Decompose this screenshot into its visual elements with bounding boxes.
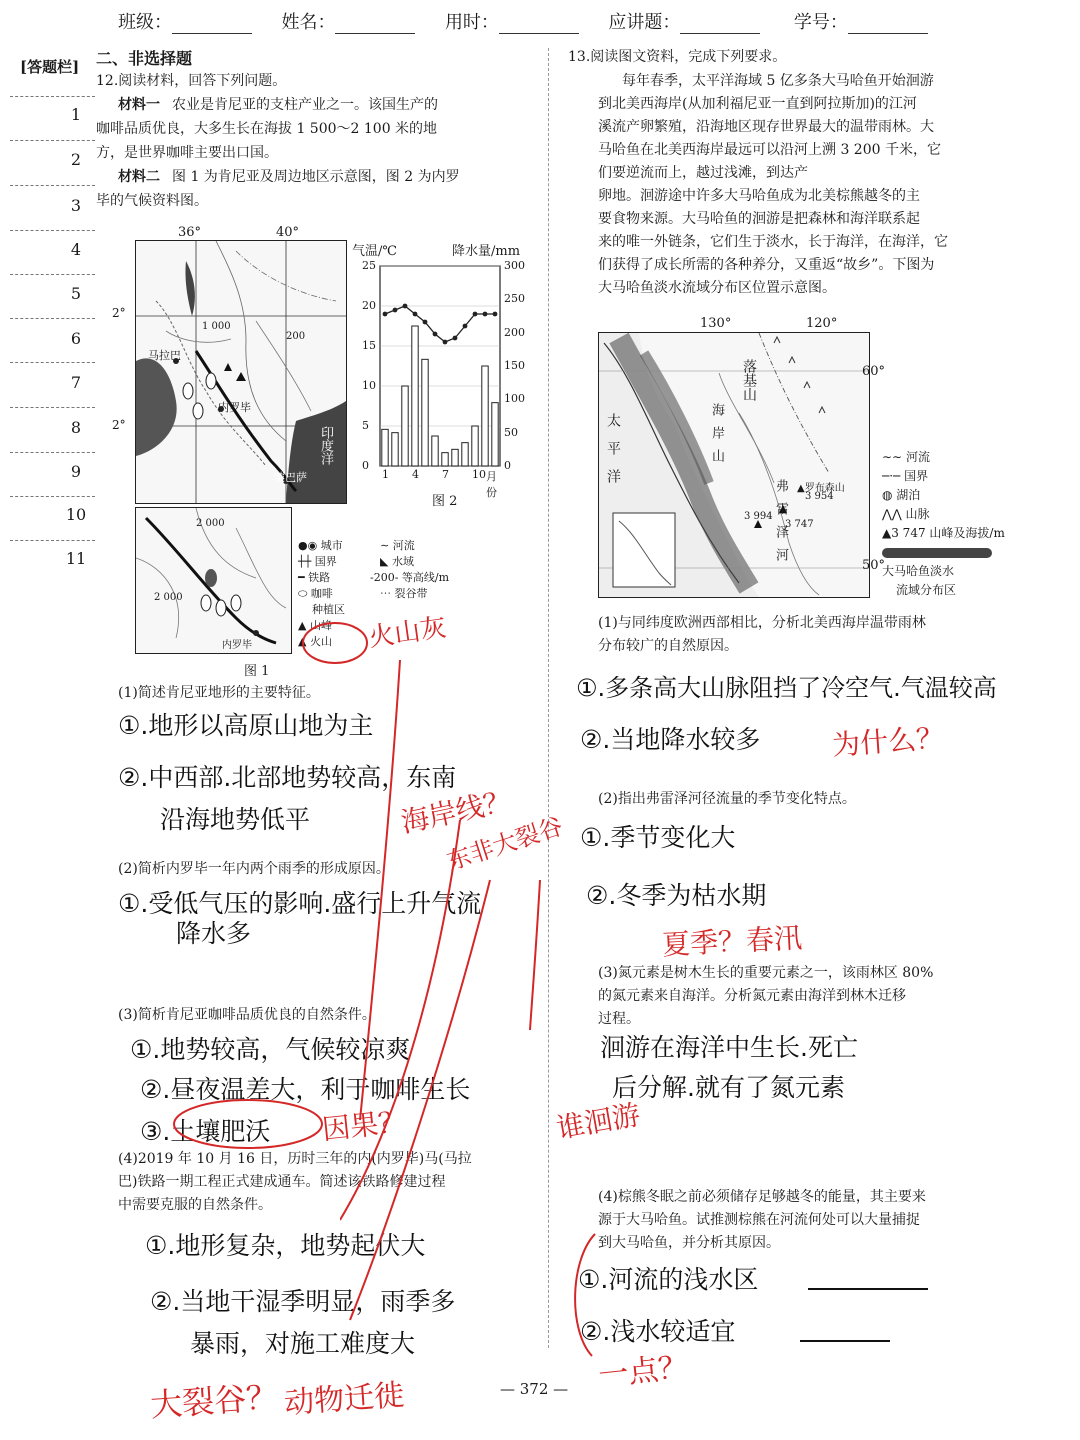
q13-paragraph-5: 们要逆流而上，越过浅滩，到达产 <box>598 165 808 181</box>
legend-mountain: 山峰 <box>309 619 332 632</box>
q13-2: (2)指出弗雷泽河径流量的季节变化特点。 <box>598 791 856 807</box>
answer-12-1-line2: ②.中西部.北部地势较高，东南 <box>118 763 457 792</box>
answer-12-4-line2: ②.当地干湿季明显，雨季多 <box>150 1287 456 1316</box>
legend2-lake-icon: ◍ <box>882 488 897 502</box>
divider <box>10 140 95 141</box>
legend-railway-icon: ━ <box>298 571 309 584</box>
precip-bar <box>472 426 478 466</box>
legend2-mountain-icon: ⋀⋀ <box>882 507 906 521</box>
legend-city: 城市 <box>320 539 343 552</box>
answer-column-title: [答题栏] <box>20 58 80 76</box>
red-note-rift-2: 大裂谷？ <box>148 1377 280 1425</box>
legend-row-4 <box>298 586 333 602</box>
q12-title: 12.阅读材料，回答下列问题。 <box>96 73 287 89</box>
month-unit-label: 月份 <box>486 470 497 499</box>
material-1-line2: 咖啡品质优良，大多生长在海拔 1 500～2 100 米的地 <box>96 121 438 137</box>
answer-12-2-line2: 降水多 <box>176 919 252 948</box>
q13-3-line3: 过程。 <box>598 1011 640 1027</box>
salmon-map-legend <box>882 448 1022 600</box>
legend-rift-icon: ⋯ <box>380 587 395 600</box>
kenya-map-drawing <box>136 241 346 503</box>
q13-paragraph-3: 溪流产卵繁殖，沿海地区现存世界最大的温带雨林。大 <box>598 119 934 135</box>
divider <box>10 185 95 186</box>
map2-lat-60: 60° <box>862 364 886 379</box>
climate-temp-label: 气温/℃ <box>352 244 397 259</box>
answer-number: 5 <box>70 284 82 303</box>
legend-border: 国界 <box>314 555 337 568</box>
temp-point <box>463 324 468 329</box>
q13-1-line1: (1)与同纬度欧洲西部相比，分析北美西海岸温带雨林 <box>598 615 926 631</box>
answer-12-4-line1: ①.地形复杂，地势起伏大 <box>145 1231 426 1260</box>
legend-river: 河流 <box>392 539 415 552</box>
precip-tick-label: 200 <box>504 325 525 339</box>
temp-tick-label: 5 <box>362 419 369 432</box>
nairobi-inset-map <box>135 507 292 654</box>
legend-row-3 <box>298 570 330 586</box>
temp-point <box>393 308 398 313</box>
map2-lat-50: 50° <box>862 558 886 573</box>
map-lon-40: 40° <box>276 225 300 240</box>
q13-4-line3: 到大马哈鱼，并分析其原因。 <box>598 1235 780 1251</box>
precip-tick-label: 50 <box>504 425 518 439</box>
time-blank[interactable] <box>499 33 579 34</box>
answer-13-2-line1: ①.季节变化大 <box>580 823 736 852</box>
q13-paragraph-7: 要食物来源。大马哈鱼的洄游是把森林和海洋联系起 <box>598 211 920 227</box>
temp-point <box>483 312 488 317</box>
precip-tick-label: 250 <box>504 292 525 306</box>
temp-point <box>473 312 478 317</box>
map2-robson-height: 3 954 <box>805 491 834 502</box>
inset-contour-2000: 2 000 <box>154 592 183 603</box>
map-city-malaba: 马拉巴 <box>148 349 181 362</box>
answer-12-1-line1: ①.地形以高原山地为主 <box>118 711 374 740</box>
q13-4-line2: 源于大马哈鱼。试推测棕熊在河流何处可以大量捕捉 <box>598 1212 920 1228</box>
red-note-rift: 东非大裂谷 <box>443 812 567 876</box>
map-contour-200: 200 <box>286 331 306 342</box>
figure-1-caption: 图 1 <box>244 664 270 679</box>
legend-coffee-2: 种植区 <box>312 603 345 616</box>
kenya-map <box>135 240 347 504</box>
q12-3: (3)简析肯尼亚咖啡品质优良的自然条件。 <box>118 1007 376 1023</box>
answer-number: 7 <box>70 373 82 392</box>
divider <box>10 230 95 231</box>
precip-bar <box>382 429 388 466</box>
section-title: 二、非选择题 <box>96 49 193 68</box>
precip-bar <box>412 326 418 466</box>
legend-volcano: 火山 <box>309 635 332 648</box>
precip-bar <box>392 433 398 466</box>
precip-bar <box>492 403 498 466</box>
temp-point <box>383 312 388 317</box>
divider <box>10 318 95 319</box>
material-2-line1: 图 1 为肯尼亚及周边地区示意图，图 2 为内罗 <box>172 169 460 185</box>
answer-number: 6 <box>70 329 82 348</box>
salmon-map-drawing <box>599 333 869 597</box>
temp-point <box>453 336 458 341</box>
legend-row-4b <box>380 586 428 602</box>
answer-13-3-line2: 后分解.就有了氮元素 <box>612 1073 845 1102</box>
legend2-salmon-2: 流域分布区 <box>896 583 957 597</box>
red-note-volcano-ash: 火山灰 <box>366 612 449 654</box>
student-no-label: 学号： <box>793 12 848 33</box>
answer-12-4-line3: 暴雨，对施工难度大 <box>190 1329 416 1358</box>
map-city-nairobi: 内罗毕 <box>218 401 251 414</box>
material-1-line3: 方，是世界咖啡主要出口国。 <box>96 145 278 161</box>
answer-number: 10 <box>65 505 87 524</box>
legend-city-icon: ●◉ <box>298 539 321 552</box>
legend2-mountain-row <box>882 505 1022 524</box>
legend2-lake-row <box>882 486 1022 505</box>
q12-2: (2)简析内罗毕一年内两个雨季的形成原因。 <box>118 861 390 877</box>
figure-2-caption: 图 2 <box>432 494 458 509</box>
legend2-river: 河流 <box>905 450 930 464</box>
precip-tick-label: 0 <box>504 459 511 472</box>
answer-number: 4 <box>70 240 82 259</box>
month-tick-label: 10 <box>472 468 486 481</box>
map2-pacific-label: 太平洋 <box>605 413 621 497</box>
q13-paragraph-4: 马哈鱼在北美西海岸最远可以沿河上溯 3 200 千米，它 <box>598 142 941 158</box>
q12-1: (1)简述肯尼亚地形的主要特征。 <box>118 685 320 701</box>
q13-paragraph-6: 卵地。洄游途中许多大马哈鱼成为北美棕熊越冬的主 <box>598 188 920 204</box>
crossed-out-text <box>800 1316 890 1342</box>
legend-river-icon: ∼ <box>380 539 393 552</box>
red-note-dot: 一点？ <box>596 1349 690 1394</box>
red-note-why: 为什么？ <box>831 721 946 762</box>
class-label: 班级： <box>118 12 172 33</box>
red-note-cause: 因果？ <box>320 1104 408 1147</box>
q13-paragraph-2: 到北美西海岸(从加利福尼亚一直到阿拉斯加)的江河 <box>598 96 917 112</box>
divider <box>10 452 95 453</box>
student-no-blank[interactable] <box>848 33 928 34</box>
divider <box>10 96 95 97</box>
class-blank[interactable] <box>172 33 252 34</box>
answer-13-4-line1: ①.河流的浅水区 <box>578 1265 759 1294</box>
red-bracket <box>560 1230 610 1360</box>
legend-contour: -200- 等高线/m <box>370 571 450 584</box>
map-city-mombasa: 蒙巴萨 <box>274 471 307 484</box>
legend-row-2b <box>380 554 414 570</box>
map-lat-2s: 2° <box>112 418 126 432</box>
precip-bar <box>442 453 448 466</box>
map2-fraser-label: 弗雷泽河 <box>773 479 788 571</box>
red-circle-soil <box>168 1096 328 1152</box>
map2-lon-130: 130° <box>700 316 732 331</box>
map2-coast-mountain: 海岸山 <box>709 403 724 472</box>
legend2-border-icon: ─·─ <box>882 469 905 483</box>
material-1-line1: 农业是肯尼亚的支柱产业之一。该国生产的 <box>172 97 438 113</box>
answer-number: 3 <box>70 196 82 215</box>
temp-tick-label: 25 <box>362 259 376 272</box>
answer-12-3-line3: ③.土壤肥沃 <box>140 1117 271 1146</box>
climate-precip-label: 降水量/mm <box>452 244 521 259</box>
legend2-mountain: 山脉 <box>905 507 930 521</box>
answer-number: 11 <box>65 549 87 568</box>
legend-mountain-icon: ▲ <box>298 619 310 632</box>
lecture-blank[interactable] <box>680 33 760 34</box>
map-contour-1000: 1 000 <box>202 321 231 332</box>
q13-3-line2: 的氮元素来自海洋。分析氮元素由海洋到林木迁移 <box>598 988 906 1004</box>
temp-tick-label: 20 <box>362 299 376 312</box>
material-1-label: 材料一 <box>118 97 160 113</box>
answer-13-1-line2: ②.当地降水较多 <box>580 725 761 754</box>
inset-city-nairobi: 内罗毕 <box>222 640 252 651</box>
map2-peak-3994: 3 994 <box>744 511 773 522</box>
lecture-label: 应讲题： <box>608 12 681 33</box>
red-note-coastline: 海岸线？ <box>398 783 515 840</box>
month-tick-label: 1 <box>382 468 389 481</box>
month-tick-label: 7 <box>442 468 449 481</box>
precip-tick-label: 100 <box>504 392 525 406</box>
answer-number: 9 <box>70 462 82 481</box>
precip-bar <box>462 443 468 466</box>
precip-bar <box>402 386 408 466</box>
answer-number: 2 <box>70 150 82 169</box>
time-label: 用时： <box>444 12 499 33</box>
salmon-map <box>598 332 870 598</box>
legend-coffee: 咖啡 <box>310 587 333 600</box>
answer-13-1-line1: ①.多条高大山脉阻挡了冷空气.气温较高 <box>576 674 997 702</box>
precip-tick-label: 300 <box>504 259 525 272</box>
map-lon-36: 36° <box>178 225 202 240</box>
name-blank[interactable] <box>335 33 415 34</box>
legend2-border-row <box>882 467 1022 486</box>
name-label: 姓名： <box>281 12 336 33</box>
answer-13-4-line2: ②.浅水较适宜 <box>580 1317 736 1346</box>
q13-title: 13.阅读图文资料，完成下列要求。 <box>568 49 787 65</box>
q13-paragraph-9: 们获得了成长所需的各种养分，又重返“故乡”。下图为 <box>598 257 935 273</box>
header-fields <box>118 8 928 34</box>
temp-tick-label: 10 <box>362 379 376 392</box>
legend-water-icon: ◣ <box>380 555 392 568</box>
legend-row-1b <box>380 538 415 554</box>
map2-robson: ▲罗布森山 <box>797 483 845 494</box>
divider <box>10 407 95 408</box>
legend2-salmon-row <box>882 543 1022 562</box>
legend2-river-icon: ∼∼ <box>882 450 906 464</box>
legend2-salmon: 大马哈鱼淡水 <box>882 564 955 578</box>
divider <box>10 362 95 363</box>
legend-coffee-icon: ⬭ <box>298 587 311 600</box>
material-2-line2: 毕的气候资料图。 <box>96 193 208 209</box>
map2-rocky-label: 落基山 <box>741 359 757 401</box>
answer-12-2-line1: ①.受低气压的影响.盛行上升气流 <box>118 889 482 918</box>
climate-chart <box>352 259 532 499</box>
answer-13-2-line2: ②.冬季为枯水期 <box>586 881 767 910</box>
precip-tick-label: 150 <box>504 359 525 372</box>
q12-4-line3: 中需要克服的自然条件。 <box>118 1197 272 1213</box>
legend-water: 水域 <box>391 555 414 568</box>
precip-bar <box>422 359 428 466</box>
temp-point <box>403 304 408 309</box>
red-note-who: 谁洄游 <box>554 1097 643 1146</box>
legend2-river-row <box>882 448 1022 467</box>
q13-3-line1: (3)氮元素是树木生长的重要元素之一，该雨林区 80% <box>598 965 934 981</box>
legend2-peak: ▲3 747 山峰及海拔/m <box>882 526 1005 540</box>
map-sea-label: 印度洋 <box>318 426 333 465</box>
q13-1-line2: 分布较广的自然原因。 <box>598 638 738 654</box>
divider <box>10 540 95 541</box>
month-tick-label: 4 <box>412 468 419 481</box>
precip-bar <box>452 449 458 466</box>
q12-4-line1: (4)2019 年 10 月 16 日，历时三年的内(内罗毕)马(马拉 <box>118 1151 472 1167</box>
precip-bar <box>432 436 438 466</box>
legend-row-2 <box>298 554 337 570</box>
q13-paragraph-1: 每年春季，太平洋海域 5 亿多条大马哈鱼开始洄游 <box>622 73 934 89</box>
q13-paragraph-8: 来的唯一外链条，它们生于淡水，长于海洋，在海洋，它 <box>598 234 948 250</box>
answer-12-3-line1: ①.地势较高，气候较凉爽 <box>130 1035 411 1064</box>
temp-point <box>493 312 498 317</box>
answer-12-1-line3: 沿海地势低平 <box>160 805 311 834</box>
inset-map-drawing <box>136 508 291 653</box>
map2-peak-3747: 3 747 <box>785 519 814 530</box>
legend2-salmon-icon <box>882 548 992 558</box>
legend-row-3b <box>370 570 449 586</box>
temp-point <box>423 320 428 325</box>
red-margin-strokes <box>340 620 560 1340</box>
map2-lon-120: 120° <box>806 316 838 331</box>
material-2 <box>118 166 460 190</box>
q13-paragraph-10: 大马哈鱼淡水流域分布区位置示意图。 <box>598 280 836 296</box>
material-2-label: 材料二 <box>118 169 160 185</box>
divider <box>10 274 95 275</box>
answer-number: 8 <box>70 418 82 437</box>
precip-bar <box>482 366 488 466</box>
legend-rift: 裂谷带 <box>394 587 428 600</box>
answer-13-3-line1: 洄游在海洋中生长.死亡 <box>600 1033 858 1062</box>
legend-railway: 铁路 <box>308 571 331 584</box>
temp-point <box>433 332 438 337</box>
inset-contour-2000-top: 2 000 <box>196 518 225 529</box>
page-number: — 372 — <box>500 1380 569 1398</box>
legend-volcano-icon: ▲ <box>298 635 310 648</box>
legend2-border: 国界 <box>904 469 929 483</box>
temp-tick-label: 15 <box>362 339 376 352</box>
answer-12-3-line2: ②.昼夜温差大，利于咖啡生长 <box>140 1075 471 1104</box>
legend2-lake: 湖泊 <box>896 488 921 502</box>
temp-tick-label: 0 <box>362 459 369 472</box>
temp-point <box>413 312 418 317</box>
legend-border-icon: ┼┼ <box>298 555 315 568</box>
map-lat-2n: 2° <box>112 306 126 320</box>
red-note-animal: 动物迁徙 <box>283 1377 406 1422</box>
q13-4-line1: (4)棕熊冬眠之前必须储存足够越冬的能量，其主要来 <box>598 1189 926 1205</box>
temp-point <box>443 340 448 345</box>
material-1 <box>118 94 438 118</box>
q12-4-line2: 巴)铁路一期工程正式建成通车。简述该铁路修建过程 <box>118 1174 446 1190</box>
red-note-summer: 夏季？春汛 <box>661 921 803 962</box>
crossed-out-text <box>808 1262 928 1290</box>
legend-row-1 <box>298 538 343 554</box>
divider <box>10 496 95 497</box>
answer-number: 1 <box>70 105 82 124</box>
